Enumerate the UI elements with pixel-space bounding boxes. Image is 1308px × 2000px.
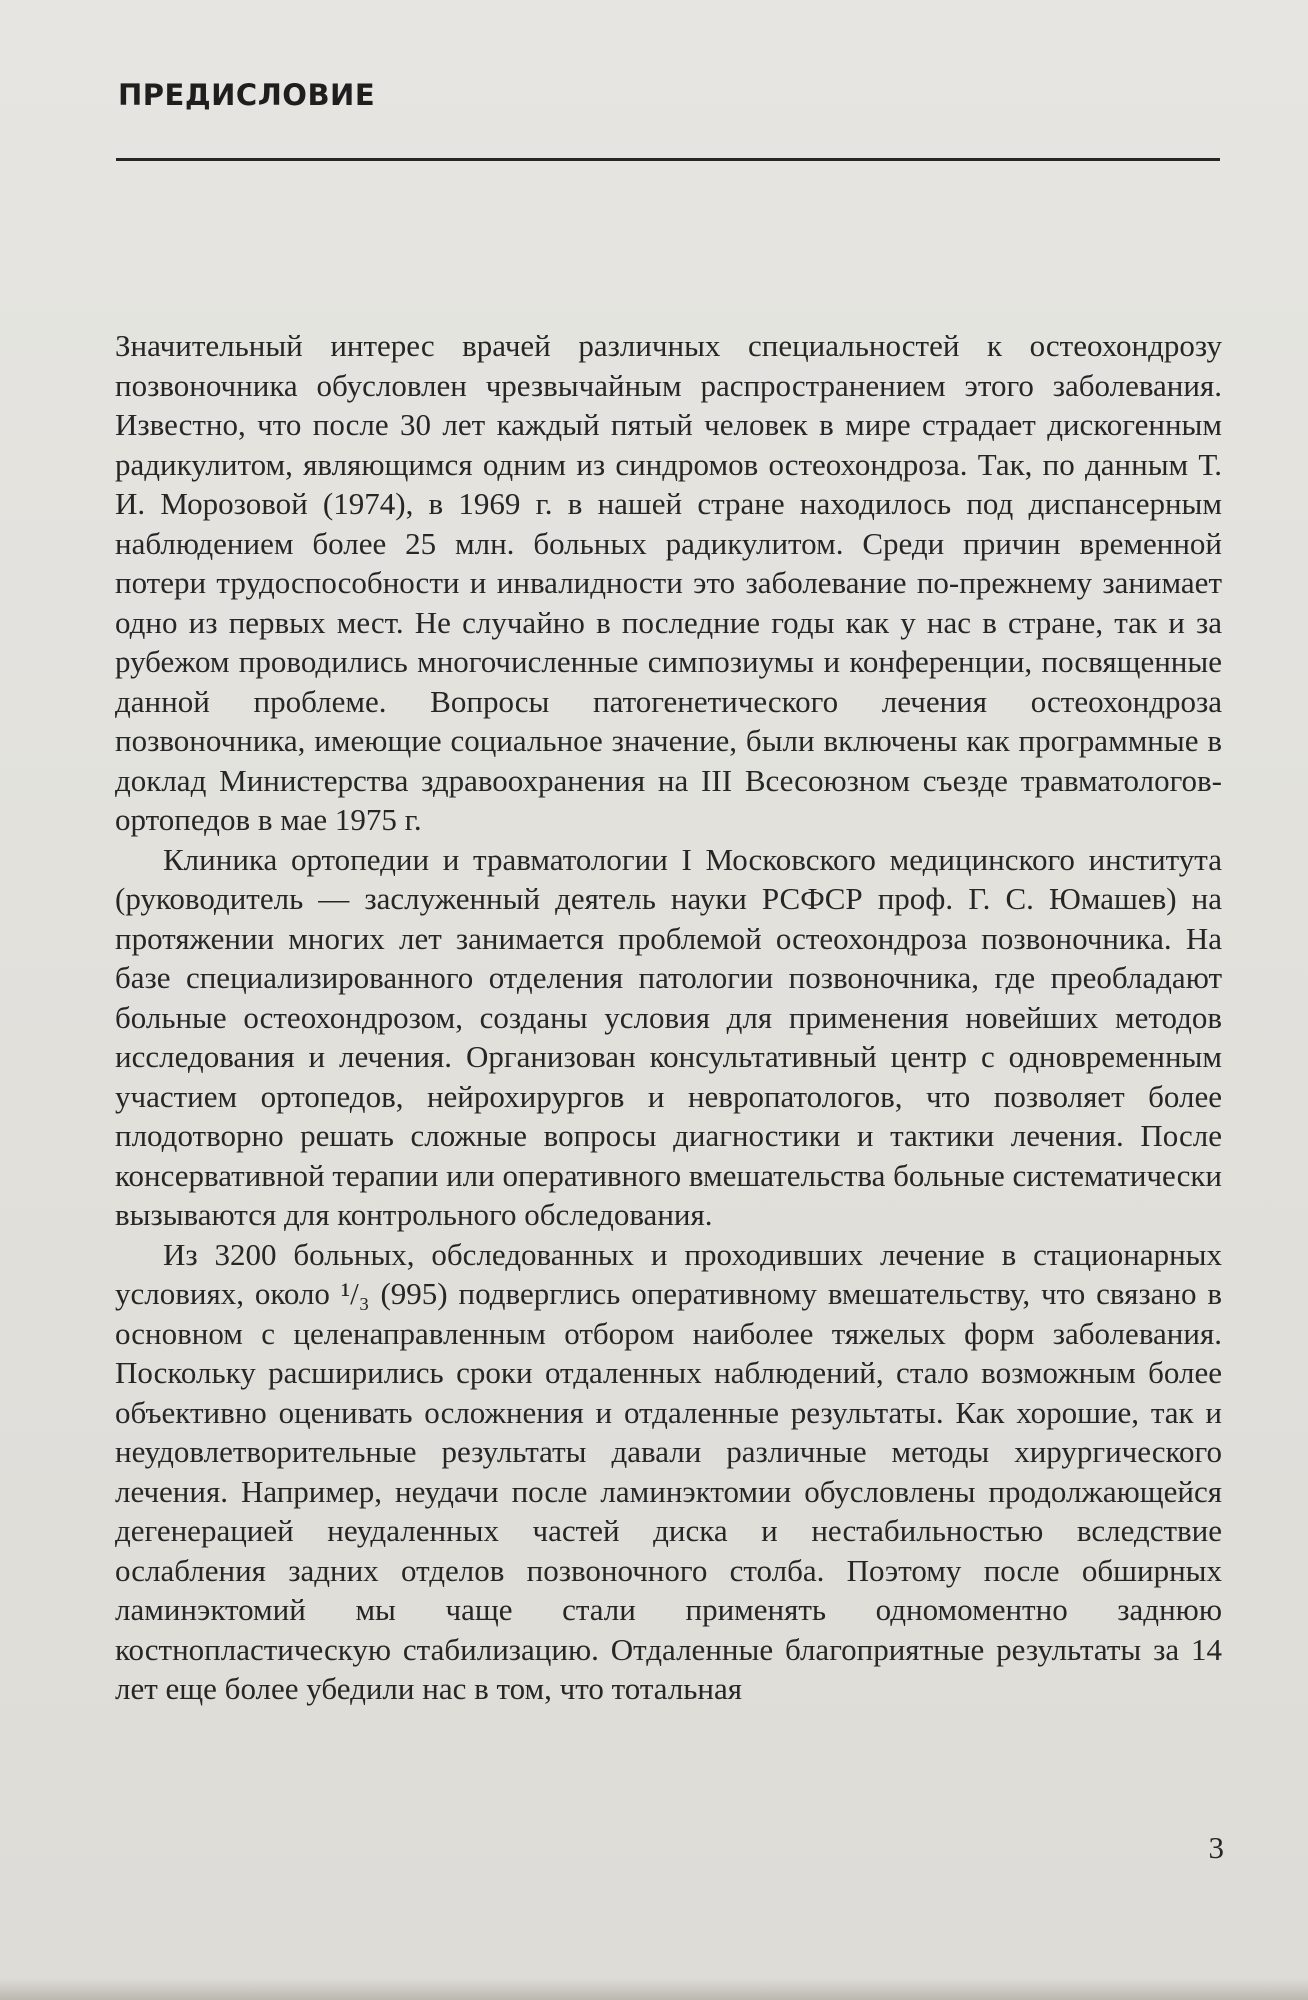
- paragraph-2: Клиника ортопедии и травматологии I Московского медицинского института (руководитель — заслуженный деятель науки РСФСР проф. Г. С. Юмашев) на протяжении многих лет занимается проблемой остеохондроза позвоночника. На базе специализированного отделения патологии позвоночника, где преобладают больные остеохондрозом, созданы условия для применения новейших методов исследования и лечения. Организован консультативный центр с одновременным участием ортопедов, нейрохирургов и невропатологов, что позволяет более плодотворно решать сложные вопросы диагностики и тактики лечения. После консервативной терапии или оперативного вмешательства больные систематически вызываются для контрольного обследования.: [115, 841, 1222, 1232]
- paragraph-3-end: (995) подверглись оперативному вмешательству, что связано в основном с целенаправленным отбором наиболее тяжелых форм заболевания. Поскольку расширились сроки отдаленных наблюдений, стало возможным более объективно оценивать осложнения и отдаленные результаты. Как хорошие, так и неудовлетворительные результаты давали различные методы хирургического лечения. Например, неудачи после ламинэктомии обусловлены продолжающейся дегенерацией неудаленных частей диска и нестабильностью вследствие ослабления задних отделов позвоночного столба. Поэтому после обширных ламинэктомий мы чаще стали применять одномоментно заднюю костнопластическую стабилизацию. Отдаленные благоприятные результаты за 14 лет еще более убедили нас в том, что тотальная: [115, 1276, 1223, 1706]
- fraction-one-third: ¹/₃: [340, 1276, 370, 1311]
- body-text: [115, 326, 1222, 1709]
- paragraph-3: [115, 1235, 1222, 1709]
- page-bottom-edge: [0, 1978, 1308, 2000]
- header-divider: [116, 158, 1220, 161]
- paragraph-3-start: Из 3200 больных, обследованных и проходивших лечение в стационарных условиях, около: [115, 1236, 1222, 1311]
- page-number: 3: [1208, 1830, 1224, 1865]
- paragraph-1: Значительный интерес врачей различных специальностей к остеохондрозу позвоночника обусловлен чрезвычайным распространением этого заболевания. Известно, что после 30 лет каждый пятый человек в мире страдает дискогенным радикулитом, являющимся одним из синдромов остеохондроза. Так, по данным Т. И. Морозовой (1974), в 1969 г. в нашей стране находилось под диспансерным наблюдением более 25 млн. больных радикулитом. Среди причин временной потери трудоспособности и инвалидности это заболевание по-прежнему занимает одно из первых мест. Не случайно в последние годы как у нас в стране, так и за рубежом проводились многочисленные симпозиумы и конференции, посвященные данной проблеме. Вопросы патогенетического лечения остеохондроза позвоночника, имеющие социальное значение, были включены как программные в доклад Министерства здравоохранения на III Всесоюзном съезде травматологов-ортопедов в мае 1975 г.: [115, 328, 1222, 837]
- page-title: ПРЕДИСЛОВИЕ: [118, 78, 376, 112]
